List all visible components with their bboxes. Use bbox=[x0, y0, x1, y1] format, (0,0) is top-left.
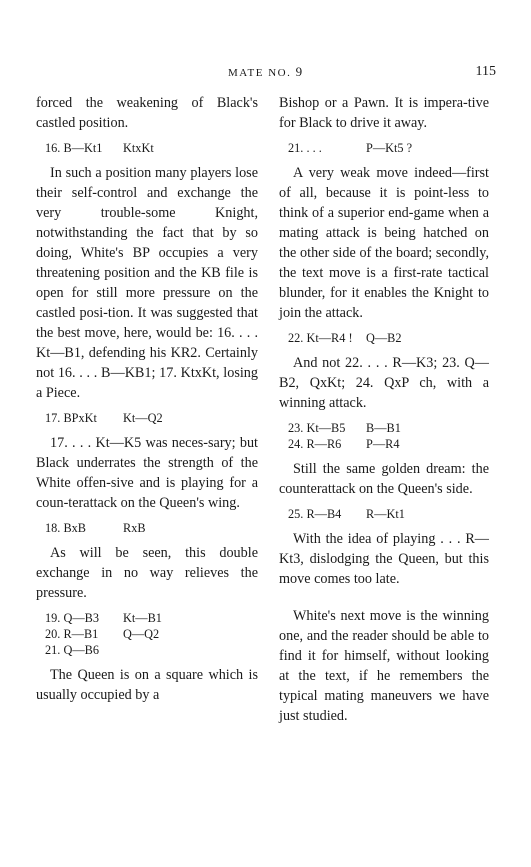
move-list bbox=[36, 140, 258, 156]
running-title-number: 9 bbox=[295, 64, 303, 79]
move-list bbox=[279, 330, 489, 346]
right-column bbox=[279, 93, 489, 733]
white-move: 24. R—R6 bbox=[288, 437, 342, 451]
running-title-text: MATE NO. bbox=[228, 67, 292, 79]
move-list bbox=[279, 140, 489, 156]
white-move: 18. BxB bbox=[45, 521, 86, 535]
white-move: 17. BPxKt bbox=[45, 411, 97, 425]
move-list bbox=[36, 610, 258, 658]
paragraph: The Queen is on a square which is usually occupied by a bbox=[36, 667, 258, 703]
left-column bbox=[36, 93, 258, 712]
paragraph: Still the same golden dream: the counterattack on the Queen's side. bbox=[279, 461, 489, 497]
black-move: B—B1 bbox=[366, 421, 401, 435]
white-move: 21. Q—B6 bbox=[45, 643, 99, 657]
black-move bbox=[123, 642, 258, 658]
black-move: P—Kt5 ? bbox=[366, 141, 413, 155]
black-move: Q—B2 bbox=[366, 331, 402, 345]
move-list bbox=[279, 420, 489, 452]
move-list bbox=[36, 520, 258, 536]
spacer bbox=[279, 596, 489, 606]
paragraph: 17. . . . Kt—K5 was neces-sary; but Black underrates the strength of the White offen-sive and is playing for a coun-terattack on the Queen's wing. bbox=[36, 435, 258, 511]
white-move: 16. B—Kt1 bbox=[45, 141, 103, 155]
black-move: Q—Q2 bbox=[123, 627, 160, 641]
paragraph: In such a position many players lose their self-control and exchange the very trouble-some Knight, notwithstanding the fact that by so doing, White's BP occupies a very threatening position and the KB file is open for still more pressure on the castled posi-tion. It was suggested that the best move, here, would be: 16. . . . Kt—B1, defending his KR2. Certainly not 16. . . . B—KB1; 17. KtxKt, losing a Piece. bbox=[36, 165, 258, 401]
black-move: P—R4 bbox=[366, 437, 400, 451]
white-move: 20. R—B1 bbox=[45, 627, 99, 641]
black-move: R—Kt1 bbox=[366, 507, 405, 521]
black-move: RxB bbox=[123, 521, 146, 535]
paragraph: As will be seen, this double exchange in no way relieves the pressure. bbox=[36, 545, 258, 601]
running-title bbox=[228, 64, 303, 80]
page-number: 115 bbox=[475, 64, 496, 79]
white-move: 25. R—B4 bbox=[288, 507, 342, 521]
paragraph: Bishop or a Pawn. It is impera-tive for Black to drive it away. bbox=[279, 95, 489, 131]
white-move: 19. Q—B3 bbox=[45, 611, 99, 625]
paragraph: With the idea of playing . . . R—Kt3, dislodging the Queen, but this move comes too late. bbox=[279, 531, 489, 587]
page-header bbox=[0, 64, 531, 84]
move-list bbox=[36, 410, 258, 426]
move-list bbox=[279, 506, 489, 522]
paragraph: A very weak move indeed—first of all, because it is point-less to think of a superior end-game when a mating attack is being hatched on the other side of the board; secondly, the text move is a first-rate tactical blunder, for it enables the Knight to join the attack. bbox=[279, 165, 489, 321]
black-move: Kt—Q2 bbox=[123, 411, 163, 425]
paragraph: White's next move is the winning one, and the reader should be able to find it for himself, without looking at the text, if he remembers the typical mating maneuvers we have just studied. bbox=[279, 608, 489, 724]
black-move: Kt—B1 bbox=[123, 611, 162, 625]
paragraph: And not 22. . . . R—K3; 23. Q—B2, QxKt; 24. QxP ch, with a winning attack. bbox=[279, 355, 489, 411]
white-move: 22. Kt—R4 ! bbox=[288, 331, 353, 345]
white-move: 23. Kt—B5 bbox=[288, 421, 346, 435]
black-move: KtxKt bbox=[123, 141, 154, 155]
white-move: 21. . . . bbox=[288, 141, 322, 155]
paragraph: forced the weakening of Black's castled position. bbox=[36, 95, 258, 131]
